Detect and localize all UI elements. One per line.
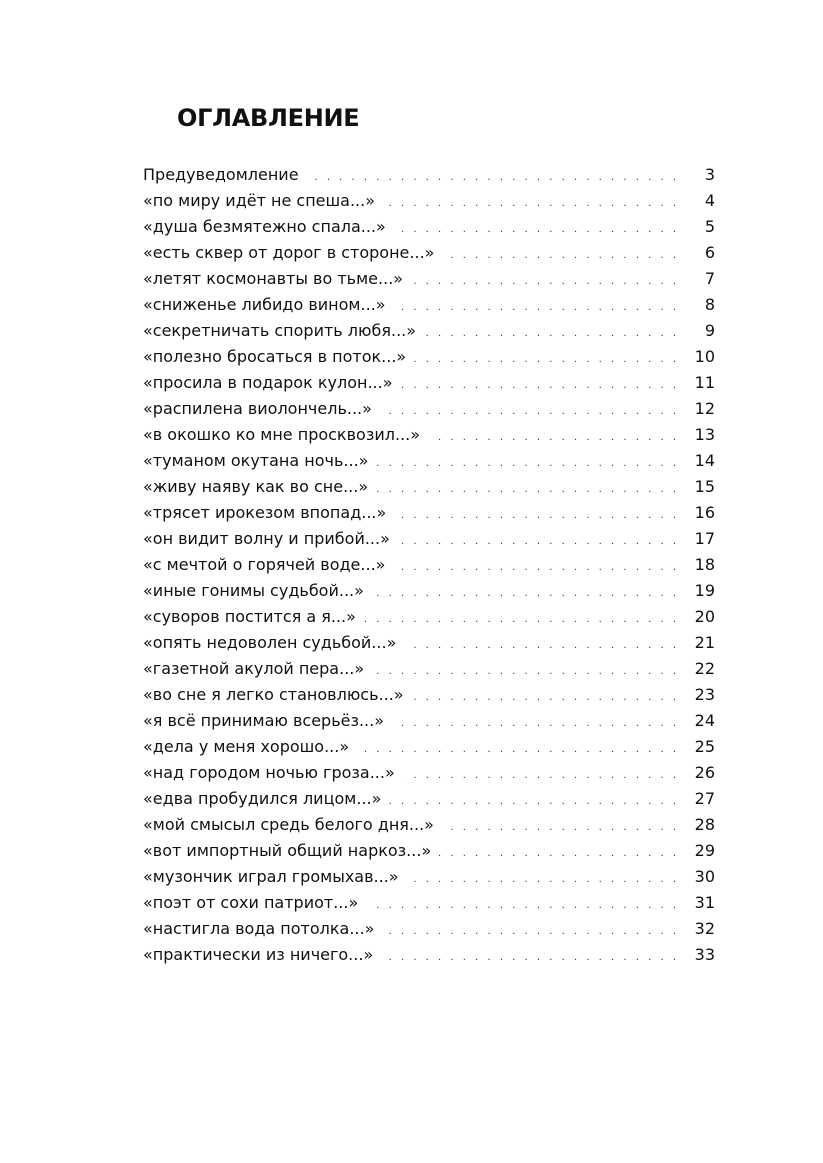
toc-entry-page-number: 19 <box>694 581 715 600</box>
toc-entry-title: «иные гонимы судьбой...» <box>143 581 364 600</box>
toc-entry-title: «летят космонавты во тьме...» <box>143 269 404 288</box>
dot-leader <box>404 633 679 659</box>
dot-leader <box>398 529 679 555</box>
toc-entry[interactable] <box>143 864 715 890</box>
dot-leader <box>383 191 679 217</box>
toc-entry[interactable] <box>143 318 715 344</box>
toc-entry-title: «во сне я легко становлюсь...» <box>143 685 404 704</box>
toc-entry-title: «едва пробудился лицом...» <box>143 789 382 808</box>
toc-entry-page-number: 20 <box>694 607 715 626</box>
toc-entry[interactable] <box>143 630 715 656</box>
toc-entry[interactable] <box>143 500 715 526</box>
toc-entry-title: «секретничать спорить любя...» <box>143 321 417 340</box>
toc-entry[interactable] <box>143 708 715 734</box>
toc-entry-title: «настигла вода потолка...» <box>143 919 375 938</box>
dot-leader <box>442 243 679 269</box>
toc-entry-title: «душа безмятежно спала...» <box>143 217 386 236</box>
toc-entry-page-number: 12 <box>694 399 715 418</box>
toc-entry-page-number: 9 <box>704 321 715 340</box>
toc-entry-title: «над городом ночью гроза...» <box>143 763 395 782</box>
toc-entry-page-number: 26 <box>694 763 715 782</box>
toc-entry[interactable] <box>143 734 715 760</box>
toc-entry[interactable] <box>143 786 715 812</box>
toc-entry-page-number: 30 <box>694 867 715 886</box>
toc-entry[interactable] <box>143 474 715 500</box>
dot-leader <box>428 425 679 451</box>
toc-entry-page-number: 18 <box>694 555 715 574</box>
dot-leader <box>394 295 679 321</box>
toc-entry[interactable] <box>143 266 715 292</box>
toc-entry[interactable] <box>143 214 715 240</box>
dot-leader <box>392 711 679 737</box>
dot-leader <box>412 685 679 711</box>
toc-entry[interactable] <box>143 890 715 916</box>
toc-entry-title: «с мечтой о горячей воде...» <box>143 555 386 574</box>
dot-leader <box>372 659 679 685</box>
dot-leader <box>381 945 679 971</box>
toc-entry-title: «он видит волну и прибой...» <box>143 529 390 548</box>
dot-leader <box>376 451 679 477</box>
dot-leader <box>407 867 679 893</box>
toc-entry-page-number: 3 <box>704 165 715 184</box>
toc-entry-title: «распилена виолончель...» <box>143 399 372 418</box>
toc-entry-page-number: 6 <box>704 243 715 262</box>
toc-entry-title: «музончик играл громыхав...» <box>143 867 399 886</box>
toc-entry-title: «вот импортный общий наркоз...» <box>143 841 432 860</box>
toc-entry-title: «мой смысыл средь белого дня...» <box>143 815 434 834</box>
toc-entry-page-number: 25 <box>694 737 715 756</box>
toc-entry[interactable] <box>143 552 715 578</box>
toc-entry-title: «практически из ничего...» <box>143 945 374 964</box>
dot-leader <box>424 321 679 347</box>
toc-entry-title: «трясет ирокезом впопад...» <box>143 503 387 522</box>
toc-entry-title: «в окошко ко мне просквозил...» <box>143 425 420 444</box>
dot-leader <box>357 737 679 763</box>
toc-entry[interactable] <box>143 812 715 838</box>
toc-entry-page-number: 27 <box>694 789 715 808</box>
toc-entry-title: «по миру идёт не спеша...» <box>143 191 375 210</box>
toc-entry-title: Предуведомление <box>143 165 299 184</box>
toc-entry-title: «есть сквер от дорог в стороне...» <box>143 243 435 262</box>
toc-entry-page-number: 21 <box>694 633 715 652</box>
toc-entry[interactable] <box>143 396 715 422</box>
toc-entry[interactable] <box>143 916 715 942</box>
toc-entry[interactable] <box>143 422 715 448</box>
toc-entry-title: «дела у меня хорошо...» <box>143 737 350 756</box>
dot-leader <box>403 763 679 789</box>
dot-leader <box>372 581 679 607</box>
toc-entry-page-number: 17 <box>694 529 715 548</box>
dot-leader <box>393 555 679 581</box>
toc-entry[interactable] <box>143 838 715 864</box>
toc-entry-page-number: 5 <box>704 217 715 236</box>
dot-leader <box>394 503 679 529</box>
dot-leader <box>442 815 679 841</box>
toc-entry[interactable] <box>143 604 715 630</box>
dot-leader <box>414 347 679 373</box>
toc-entry-page-number: 10 <box>694 347 715 366</box>
toc-entry-page-number: 8 <box>704 295 715 314</box>
toc-entry-page-number: 14 <box>694 451 715 470</box>
dot-leader <box>364 607 679 633</box>
toc-entry-page-number: 29 <box>694 841 715 860</box>
toc-entry-page-number: 11 <box>694 373 715 392</box>
toc-entry-page-number: 15 <box>694 477 715 496</box>
toc-entry-title: «просила в подарок кулон...» <box>143 373 393 392</box>
toc-entry-page-number: 22 <box>694 659 715 678</box>
toc-entry-title: «живу наяву как во сне...» <box>143 477 369 496</box>
toc-entry[interactable] <box>143 526 715 552</box>
toc-entry[interactable] <box>143 682 715 708</box>
toc-entry-page-number: 16 <box>694 503 715 522</box>
toc-entry[interactable] <box>143 162 715 188</box>
dot-leader <box>394 217 679 243</box>
toc-entry[interactable] <box>143 188 715 214</box>
dot-leader <box>439 841 679 867</box>
toc-entry[interactable] <box>143 370 715 396</box>
toc-entry-title: «туманом окутана ночь...» <box>143 451 369 470</box>
toc-entry-title: «опять недоволен судьбой...» <box>143 633 397 652</box>
toc-entry-page-number: 4 <box>704 191 715 210</box>
dot-leader <box>376 477 679 503</box>
toc-entry-page-number: 32 <box>694 919 715 938</box>
toc-entry[interactable] <box>143 292 715 318</box>
toc-entry[interactable] <box>143 448 715 474</box>
toc-entry-title: «полезно бросаться в поток...» <box>143 347 407 366</box>
toc-entry-page-number: 24 <box>694 711 715 730</box>
toc-entry-title: «сниженье либидо вином...» <box>143 295 386 314</box>
toc-entry[interactable] <box>143 760 715 786</box>
dot-leader <box>401 373 680 399</box>
table-of-contents <box>143 162 715 968</box>
toc-entry-title: «газетной акулой пера...» <box>143 659 365 678</box>
toc-entry-page-number: 7 <box>704 269 715 288</box>
toc-entry[interactable] <box>143 344 715 370</box>
toc-entry-page-number: 13 <box>694 425 715 444</box>
toc-entry[interactable] <box>143 656 715 682</box>
toc-entry-page-number: 33 <box>694 945 715 964</box>
toc-entry[interactable] <box>143 240 715 266</box>
dot-leader <box>411 269 679 295</box>
toc-entry-page-number: 28 <box>694 815 715 834</box>
dot-leader <box>382 919 679 945</box>
dot-leader <box>366 893 679 919</box>
page-title: ОГЛАВЛЕНИЕ <box>177 104 360 132</box>
dot-leader <box>380 399 679 425</box>
toc-entry-title: «я всё принимаю всерьёз...» <box>143 711 385 730</box>
toc-entry[interactable] <box>143 942 715 968</box>
toc-entry-title: «суворов постится а я...» <box>143 607 356 626</box>
toc-entry-title: «поэт от сохи патриот...» <box>143 893 359 912</box>
toc-entry-page-number: 23 <box>694 685 715 704</box>
toc-entry-page-number: 31 <box>694 893 715 912</box>
toc-entry[interactable] <box>143 578 715 604</box>
